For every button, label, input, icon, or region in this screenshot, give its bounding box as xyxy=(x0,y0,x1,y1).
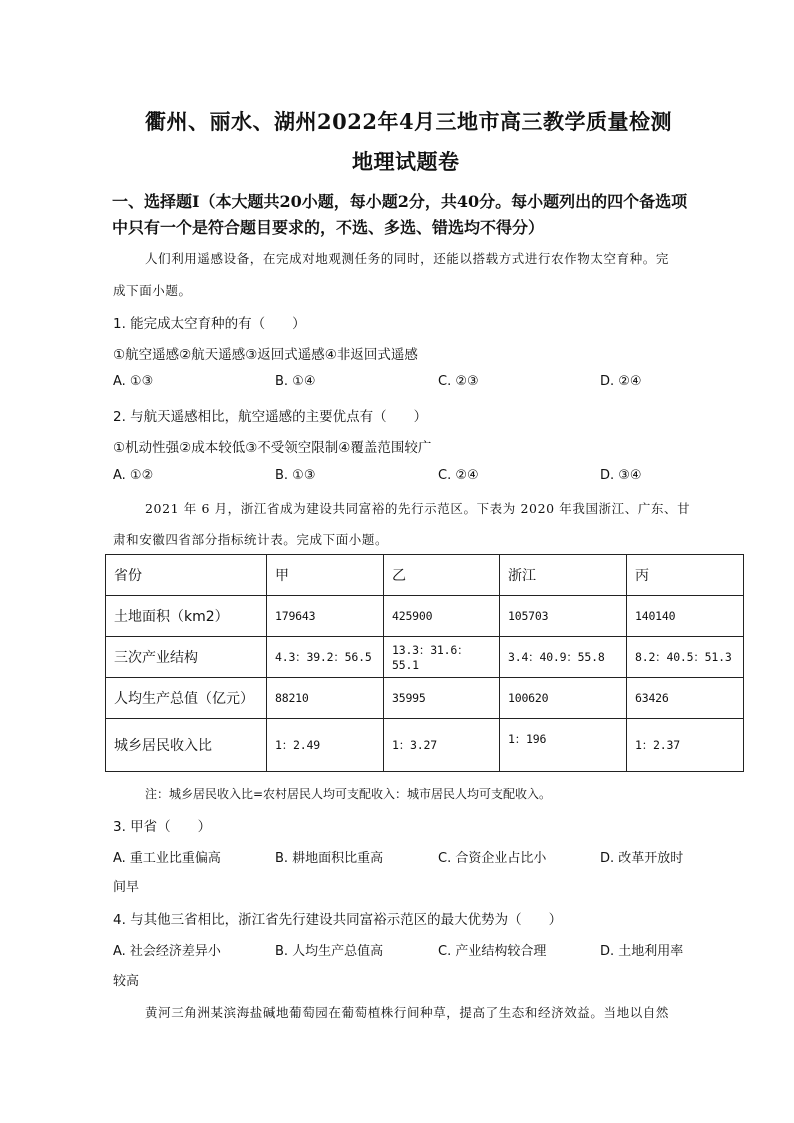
intro-paragraph-2-line1: 2021 年 6 月，浙江省成为建设共同富裕的先行示范区。下表为 2020 年我国浙江、广东、甘 xyxy=(145,501,691,516)
question-3-option-d-wrap: 间早 xyxy=(113,880,140,895)
question-1-option-b[interactable]: B. ①④ xyxy=(275,374,316,389)
question-4-option-d-wrap: 较高 xyxy=(113,974,140,989)
section-heading-line1: 一、选择题Ⅰ（本大题共20小题，每小题2分，共40分。每小题列出的四个备选项 xyxy=(112,192,688,211)
table-cell: 35995 xyxy=(384,678,500,719)
table-cell: 88210 xyxy=(267,678,384,719)
table-header-row xyxy=(106,555,744,596)
question-3-option-c[interactable]: C. 合资企业占比小 xyxy=(438,851,547,866)
question-2-stem: 2. 与航天遥感相比，航空遥感的主要优点有（ ） xyxy=(113,409,428,425)
question-1-items: ①航空遥感②航天遥感③返回式遥感④非返回式遥感 xyxy=(113,347,418,363)
table-cell: 1：196 xyxy=(500,719,627,772)
question-1-stem: 1. 能完成太空育种的有（ ） xyxy=(113,316,306,332)
table-row xyxy=(106,596,744,637)
table-cell: 13.3：31.6：55.1 xyxy=(384,637,500,678)
intro-paragraph-1-line1: 人们利用遥感设备，在完成对地观测任务的同时，还能以搭载方式进行农作物太空育种。完 xyxy=(145,251,670,266)
table-cell: 4.3：39.2：56.5 xyxy=(267,637,384,678)
question-2-option-a[interactable]: A. ①② xyxy=(113,468,154,483)
table-cell: 140140 xyxy=(627,596,744,637)
table-row-label: 城乡居民收入比 xyxy=(106,719,267,772)
question-1-option-a[interactable]: A. ①③ xyxy=(113,374,154,389)
table-cell: 1：2.49 xyxy=(267,719,384,772)
table-header-cell: 乙 xyxy=(384,555,500,596)
exam-subtitle: 地理试题卷 xyxy=(352,149,460,174)
intro-paragraph-3-line1: 黄河三角洲某滨海盐碱地葡萄园在葡萄植株行间种草，提高了生态和经济效益。当地以自然 xyxy=(145,1005,670,1020)
table-cell: 8.2：40.5：51.3 xyxy=(627,637,744,678)
table-header-cell: 甲 xyxy=(267,555,384,596)
statistics-table xyxy=(105,554,744,772)
table-header-cell: 浙江 xyxy=(500,555,627,596)
table-row xyxy=(106,678,744,719)
table-row-label: 三次产业结构 xyxy=(106,637,267,678)
table-header-cell: 省份 xyxy=(106,555,267,596)
table-row xyxy=(106,637,744,678)
question-4-option-d[interactable]: D. 土地利用率 xyxy=(600,944,684,959)
intro-paragraph-1-line2: 成下面小题。 xyxy=(113,283,192,298)
exam-title: 衢州、丽水、湖州2022年4月三地市高三教学质量检测 xyxy=(145,109,673,134)
question-4-stem: 4. 与其他三省相比，浙江省先行建设共同富裕示范区的最大优势为（ ） xyxy=(113,912,563,928)
question-3-option-a[interactable]: A. 重工业比重偏高 xyxy=(113,851,221,866)
question-3-stem: 3. 甲省（ ） xyxy=(113,819,212,835)
question-3-option-b[interactable]: B. 耕地面积比重高 xyxy=(275,851,384,866)
table-cell: 105703 xyxy=(500,596,627,637)
question-2-option-c[interactable]: C. ②④ xyxy=(438,468,479,483)
section-heading-line2: 中只有一个是符合题目要求的，不选、多选、错选均不得分） xyxy=(112,218,545,237)
table-cell: 425900 xyxy=(384,596,500,637)
question-3-option-d[interactable]: D. 改革开放时 xyxy=(600,851,684,866)
table-cell: 63426 xyxy=(627,678,744,719)
question-2-items: ①机动性强②成本较低③不受领空限制④覆盖范围较广 xyxy=(113,440,432,456)
table-cell: 1：3.27 xyxy=(384,719,500,772)
table-row xyxy=(106,719,744,772)
table-row-label: 人均生产总值（亿元） xyxy=(106,678,267,719)
question-4-option-a[interactable]: A. 社会经济差异小 xyxy=(113,944,221,959)
question-2-option-b[interactable]: B. ①③ xyxy=(275,468,316,483)
table-cell: 3.4：40.9：55.8 xyxy=(500,637,627,678)
table-header-cell: 丙 xyxy=(627,555,744,596)
question-4-option-c[interactable]: C. 产业结构较合理 xyxy=(438,944,547,959)
table-cell: 100620 xyxy=(500,678,627,719)
table-row-label: 土地面积（km2） xyxy=(106,596,267,637)
table-cell: 179643 xyxy=(267,596,384,637)
question-1-option-d[interactable]: D. ②④ xyxy=(600,374,642,389)
intro-paragraph-2-line2: 肃和安徽四省部分指标统计表。完成下面小题。 xyxy=(113,532,389,547)
question-1-option-c[interactable]: C. ②③ xyxy=(438,374,479,389)
table-note: 注：城乡居民收入比=农村居民人均可支配收入：城市居民人均可支配收入。 xyxy=(145,787,552,801)
question-4-option-b[interactable]: B. 人均生产总值高 xyxy=(275,944,384,959)
question-2-option-d[interactable]: D. ③④ xyxy=(600,468,642,483)
table-cell: 1：2.37 xyxy=(627,719,744,772)
